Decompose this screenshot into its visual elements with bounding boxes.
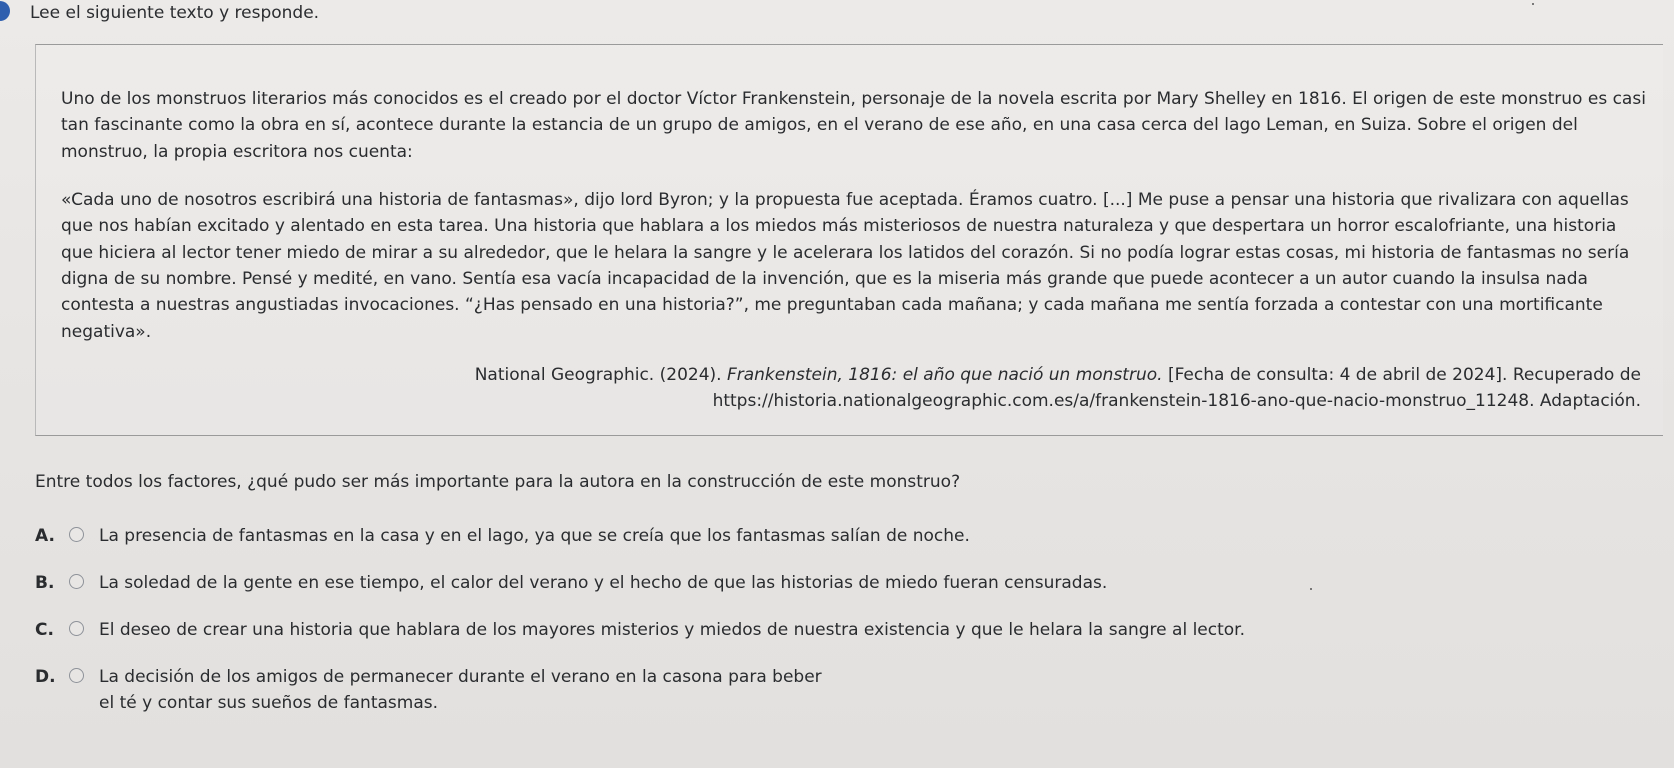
passage-paragraph-1: Uno de los monstruos literarios más conocidos es el creado por el doctor Víctor Frankenstein, personaje de la novela escrita por Mary Shelley en 1816. El origen de este monstruo es casi tan fascinante como la obra en sí, acontece durante la estancia de un grupo de amigos, en el verano de ese año, en una casa cerca del lago Leman, en Suiza. Sobre el origen del monstruo, la propia escritora nos cuenta:: [61, 89, 1646, 162]
option-letter-b: B.: [35, 573, 55, 593]
citation-prefix: National Geographic. (2024).: [474, 365, 727, 385]
question-text: Entre todos los factores, ¿qué pudo ser más importante para la autora en la construcción de este monstruo?: [35, 472, 961, 492]
option-letter-a: A.: [35, 526, 55, 546]
answer-options: [35, 523, 1335, 731]
instruction-text: Lee el siguiente texto y responde.: [30, 3, 320, 23]
option-text-d: La decisión de los amigos de permanecer durante el verano en la casona para beber el té y contar sus sueños de fantasmas.: [99, 667, 822, 714]
option-text-a: La presencia de fantasmas en la casa y en el lago, ya que se creía que los fantasmas salían de noche.: [99, 526, 970, 546]
screen-speck: [1532, 3, 1534, 5]
source-citation: [261, 362, 1641, 415]
passage-paragraph-2: «Cada uno de nosotros escribirá una historia de fantasmas», dijo lord Byron; y la propuesta fue aceptada. Éramos cuatro. [...] Me puse a pensar una historia que rivalizara con aquellas que nos habían excitado y alentado en esta tarea. Una historia que hablara a los miedos más misteriosos de nuestra naturaleza y que despertara un horror escalofriante, una historia que hiciera al lector tener miedo de mirar a su alrededor, que le helara la sangre y le acelerara los latidos del corazón. Si no podía lograr estas cosas, mi historia de fantasmas no sería digna de su nombre. Pensé y medité, en vano. Sentía esa vacía incapacidad de la invención, que es la miseria más grande que puede acontecer a un autor cuando la insulsa nada contesta a nuestras angustiadas invocaciones. “¿Has pensado en una historia?”, me preguntaban cada mañana; y cada mañana me sentía forzada a contestar con una mortificante negativa».: [61, 190, 1630, 342]
radio-button-c[interactable]: [69, 621, 84, 636]
option-letter-c: C.: [35, 620, 54, 640]
radio-button-d[interactable]: [69, 668, 84, 683]
radio-button-a[interactable]: [69, 527, 84, 542]
option-letter-d: D.: [35, 667, 56, 687]
citation-suffix: [Fecha de consulta: 4 de abril de 2024]. Recuperado de https://historia.nationalgeographic.com.es/a/frankenstein-1816-ano-que-nacio-monstruo_11248. Adaptación.: [712, 365, 1641, 412]
citation-title: Frankenstein, 1816: el año que nació un monstruo.: [726, 365, 1163, 385]
option-text-b: La soledad de la gente en ese tiempo, el calor del verano y el hecho de que las historias de miedo fueran censuradas.: [99, 573, 1108, 593]
option-text-c: El deseo de crear una historia que hablara de los mayores misterios y miedos de nuestra existencia y que le helara la sangre al lector.: [99, 620, 1246, 640]
header: [0, 0, 1674, 26]
answer-option-d[interactable]: [35, 664, 1335, 717]
answer-option-b[interactable]: [35, 570, 1335, 603]
question-marker-icon: [0, 1, 10, 21]
screen-speck: [1310, 588, 1312, 590]
radio-button-b[interactable]: [69, 574, 84, 589]
answer-option-c[interactable]: [35, 617, 1335, 650]
reading-passage: [35, 44, 1663, 436]
answer-option-a[interactable]: [35, 523, 1335, 556]
